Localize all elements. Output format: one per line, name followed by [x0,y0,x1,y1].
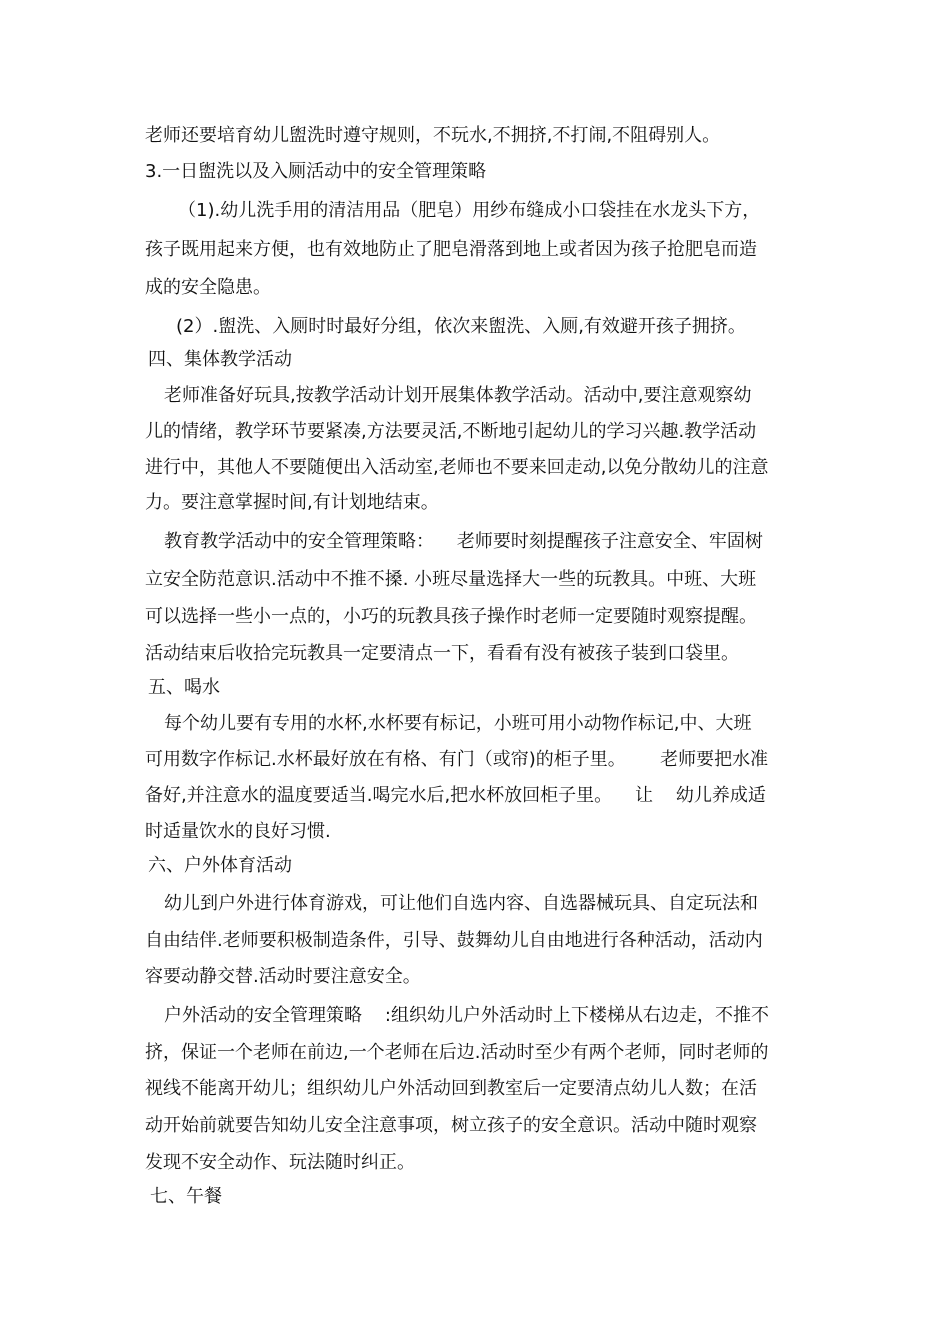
body-text-line: 进行中，其他人不要随便出入活动室,老师也不要来回走动,以免分散幼儿的注意 [145,457,769,478]
body-text-line: 活动结束后收拾完玩教具一定要清点一下，看看有没有被孩子装到口袋里。 [145,643,739,664]
body-text-line: 成的安全隐患。 [145,277,271,298]
body-text-line: (2）.盥洗、入厕时时最好分组，依次来盥洗、入厕,有效避开孩子拥挤。 [176,316,746,337]
body-text-line: 可以选择一些小一点的，小巧的玩教具孩子操作时老师一定要随时观察提醒。 [145,606,757,627]
body-text-line: 儿的情绪，教学环节要紧凑,方法要灵活,不断地引起幼儿的学习兴趣.教学活动 [145,421,757,442]
section-heading: 六、户外体育活动 [148,855,292,876]
body-text-line: 备好,并注意水的温度要适当.喝完水后,把水杯放回柜子里。 让 幼儿养成适 [145,785,766,806]
body-text-line: 教育教学活动中的安全管理策略： 老师要时刻提醒孩子注意安全、牢固树 [164,531,763,552]
section-heading: 七、午餐 [150,1186,222,1207]
body-text-line: 可用数字作标记.水杯最好放在有格、有门（或帘)的柜子里。 老师要把水准 [145,749,769,770]
section-heading: 四、集体教学活动 [148,349,292,370]
body-text-line: 视线不能离开幼儿；组织幼儿户外活动回到教室后一定要清点幼儿人数；在活 [145,1078,757,1099]
body-text-line: 容要动静交替.活动时要注意安全。 [145,966,421,987]
section-heading: 五、喝水 [148,677,220,698]
body-text-line: 户外活动的安全管理策略 :组织幼儿户外活动时上下楼梯从右边走，不推不 [164,1005,769,1026]
body-text-line: （1).幼儿洗手用的清洁用品（肥皂）用纱布缝成小口袋挂在水龙头下方， [178,200,761,221]
body-text-line: 幼儿到户外进行体育游戏，可让他们自选内容、自选器械玩具、自定玩法和 [164,893,758,914]
subheading: 3.一日盥洗以及入厕活动中的安全管理策略 [145,161,487,182]
body-text-line: 力。要注意掌握时间,有计划地结束。 [145,492,439,513]
body-text-line: 挤，保证一个老师在前边,一个老师在后边.活动时至少有两个老师，同时老师的 [145,1042,769,1063]
body-text-line: 发现不安全动作、玩法随时纠正。 [145,1152,415,1173]
body-text-line: 孩子既用起来方便，也有效地防止了肥皂滑落到地上或者因为孩子抢肥皂而造 [145,239,757,260]
body-text-line: 老师准备好玩具,按教学活动计划开展集体教学活动。活动中,要注意观察幼 [164,385,752,406]
body-text-line: 每个幼儿要有专用的水杯,水杯要有标记，小班可用小动物作标记,中、大班 [164,713,752,734]
body-text-line: 立安全防范意识.活动中不推不搡. 小班尽量选择大一些的玩教具。中班、大班 [145,569,757,590]
body-text-line: 动开始前就要告知幼儿安全注意事项，树立孩子的安全意识。活动中随时观察 [145,1115,757,1136]
body-text-line: 自由结伴.老师要积极制造条件，引导、鼓舞幼儿自由地进行各种活动，活动内 [145,930,763,951]
body-text-line: 时适量饮水的良好习惯. [145,821,331,842]
body-text-line: 老师还要培育幼儿盥洗时遵守规则，不玩水,不拥挤,不打闹,不阻碍别人。 [145,125,721,146]
